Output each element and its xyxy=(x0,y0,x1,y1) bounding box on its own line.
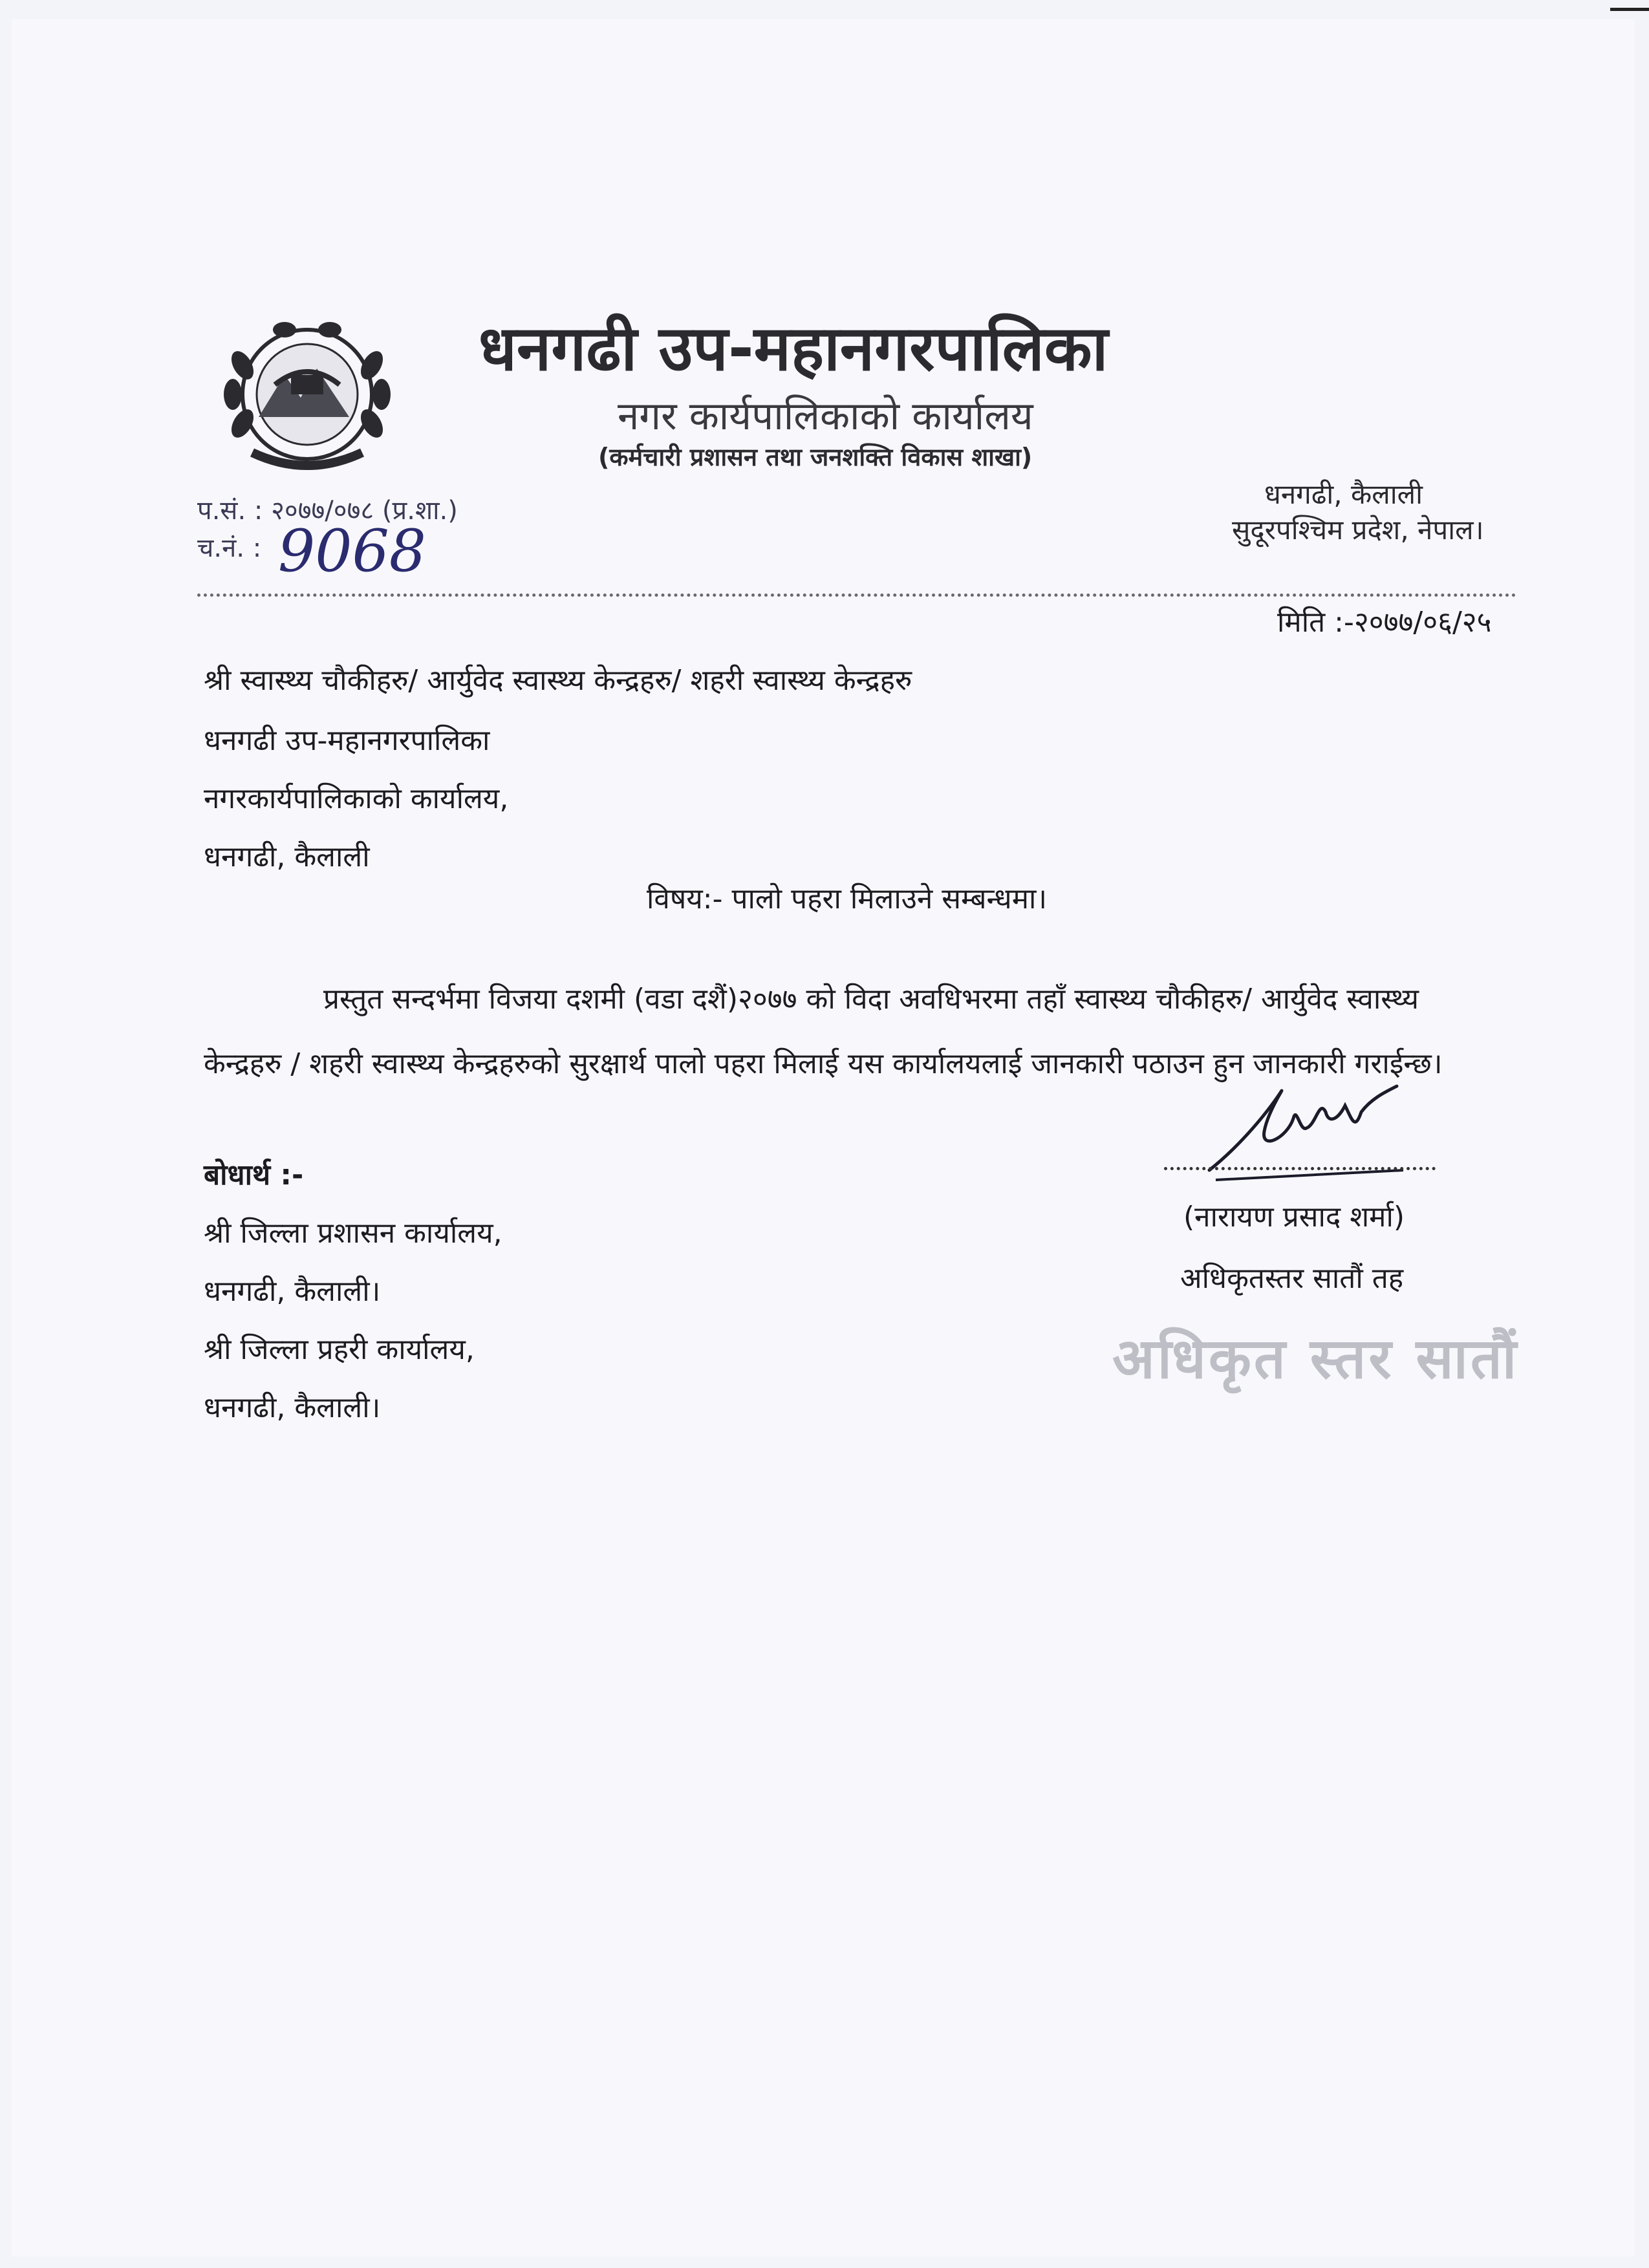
address-province: सुदूरपश्चिम प्रदेश, नेपाल। xyxy=(1232,514,1484,546)
cc-line-2: धनगढी, कैलाली। xyxy=(204,1275,381,1308)
cc-line-1: श्री जिल्ला प्रशासन कार्यालय, xyxy=(204,1217,502,1250)
office-name: धनगढी उप-महानगरपालिका xyxy=(479,312,1108,385)
dispatch-number-handwritten: 9068 xyxy=(278,517,427,585)
body-line-1: प्रस्तुत सन्दर्भमा विजया दशमी (वडा दशैं)२०७७ को विदा अवधिभरमा तहाँ स्वास्थ्य चौकीहरु/ आर्युवेद स्वास्थ्य xyxy=(323,983,1419,1016)
branch-name: (कर्मचारी प्रशासन तथा जनशक्ति विकास शाखा) xyxy=(598,443,1033,471)
scan-edge-mark xyxy=(1610,8,1649,11)
recipient-line-2: धनगढी उप-महानगरपालिका xyxy=(204,724,490,757)
recipient-line-4: धनगढी, कैलाली xyxy=(204,840,370,873)
recipient-line-3: नगरकार्यपालिकाको कार्यालय, xyxy=(204,782,509,815)
office-subtitle: नगर कार्यपालिकाको कार्यालय xyxy=(618,394,1033,439)
signature-line xyxy=(1164,1167,1436,1170)
recipient-line-1: श्री स्वास्थ्य चौकीहरु/ आर्युवेद स्वास्थ्य केन्द्रहरु/ शहरी स्वास्थ्य केन्द्रहरु xyxy=(204,664,912,697)
signatory-name: (नारायण प्रसाद शर्मा) xyxy=(1183,1201,1405,1234)
dispatch-number-label: च.नं. : xyxy=(197,533,262,563)
header-divider xyxy=(197,594,1516,597)
nepal-emblem-logo xyxy=(213,314,401,475)
body-line-2: केन्द्रहरु / शहरी स्वास्थ्य केन्द्रहरुको सुरक्षार्थ पालो पहरा मिलाई यस कार्यालयलाई जानकारी पठाउन हुन जानकारी गराईन्छ। xyxy=(204,1047,1443,1080)
letter-date: मिति :-२०७७/०६/२५ xyxy=(1277,606,1492,639)
cc-heading: बोधार्थ :- xyxy=(204,1159,304,1192)
signatory-title: अधिकृतस्तर सातौं तह xyxy=(1180,1262,1404,1295)
cc-line-3: श्री जिल्ला प्रहरी कार्यालय, xyxy=(204,1333,475,1366)
handwritten-signature xyxy=(1190,1073,1436,1196)
cc-line-4: धनगढी, कैलाली। xyxy=(204,1391,381,1424)
letter-subject: विषय:- पालो पहरा मिलाउने सम्बन्धमा। xyxy=(647,883,1048,915)
address-city: धनगढी, कैलाली xyxy=(1264,478,1423,510)
letter-number: प.सं. : २०७७/०७८ (प्र.शा.) xyxy=(197,496,458,526)
rank-stamp: अधिकृत स्तर सातौं xyxy=(1112,1327,1520,1391)
